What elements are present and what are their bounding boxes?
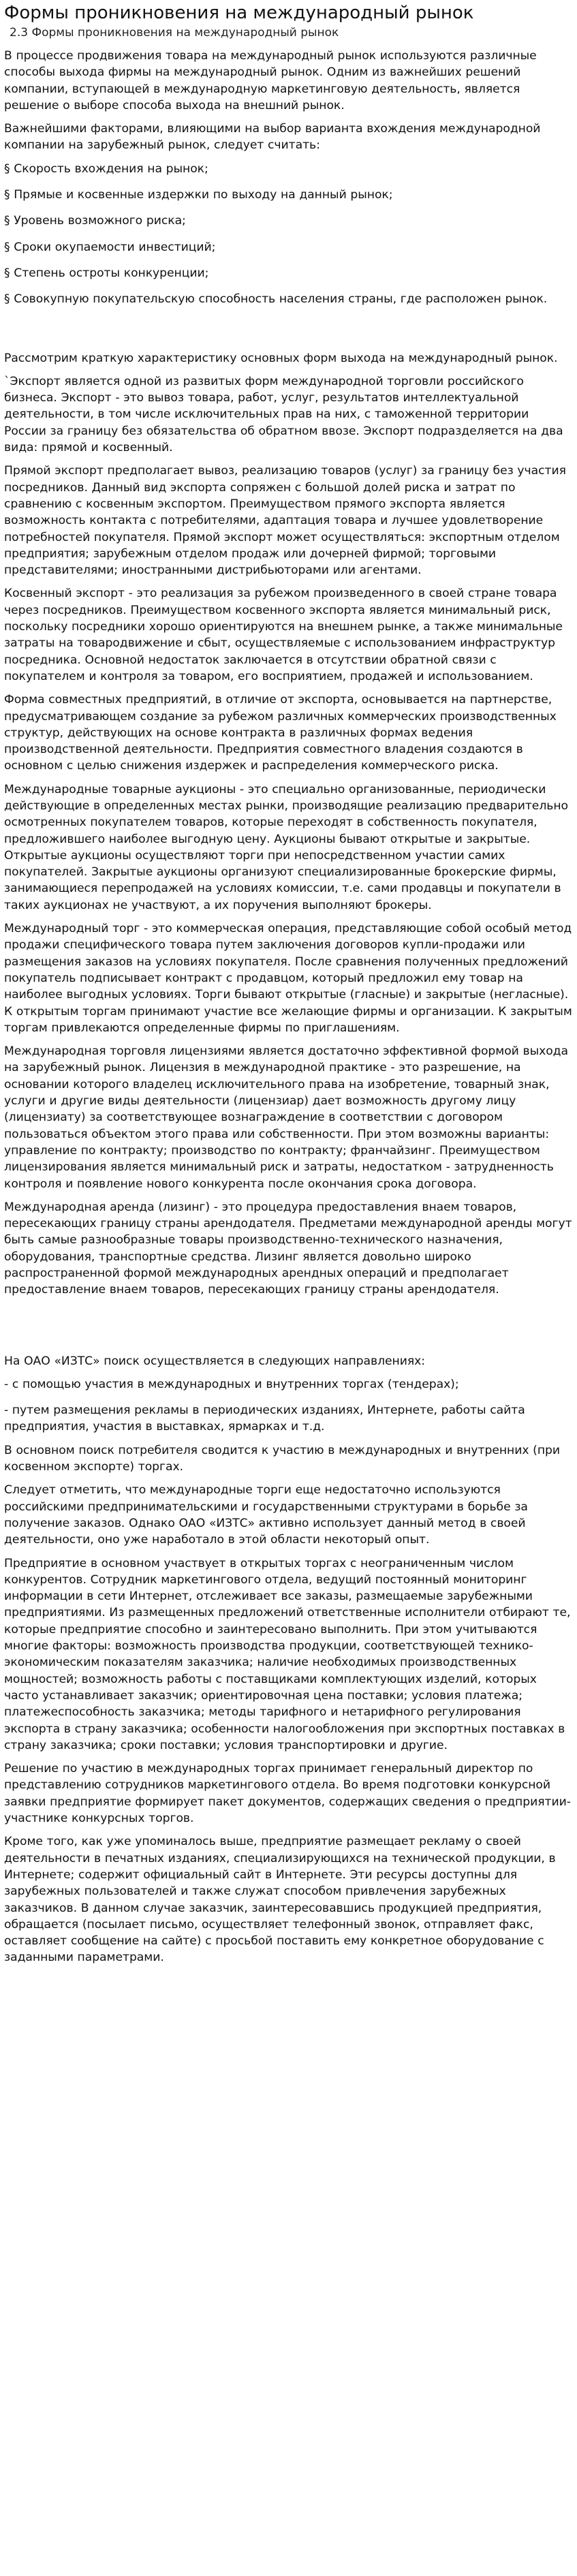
list-item-factor: § Скорость вхождения на рынок; <box>4 161 208 176</box>
paragraph-forms-lead: Рассмотрим краткую характеристику основных форм выхода на международный рынок. <box>4 351 558 365</box>
paragraph-intro: В процессе продвижения товара на международный рынок используются различные способы выхода фирмы на международный рынок. Одним из важнейших решений компании, вступающей в международную маркетинговую деятельность, является решение о выборе способа выхода на внешний рынок. <box>4 49 537 112</box>
paragraph-joint-ventures: Форма совместных предприятий, в отличие от экспорта, основывается на партнерстве, предусматривающем создание за рубежом различных коммерческих производственных структур, действующих на основе контракта в различных формах ведения производственной деятельности. Предприятия совместного владения создаются в основном с целью снижения издержек и распределения коммерческого риска. <box>4 693 557 773</box>
paragraph-tenders: Международный торг - это коммерческая операция, представляющие собой особый метод продажи специфического товара путем заключения договоров купли-продажи или размещения заказов на условиях покупателя. После сравнения полученных предложений покупатель подписывает контракт с продавцом, который предложил ему товар на наиболее выгодных условиях. Торги бывают открытые (гласные) и закрытые (негласные). К открытым торгам принимают участие все желающие фирмы и организации. К закрытым торгам привлекаются определенные фирмы по приглашениям. <box>4 922 572 1035</box>
paragraph-consumer-search: В основном поиск потребителя сводится к участию в международных и внутренних (при косвенном экспорте) торгах. <box>4 1443 560 1474</box>
paragraph-intl-tenders: Следует отметить, что международные торги еще недостаточно используются российскими предпринимательскими и государственными структурами в борьбе за получение заказов. Однако ОАО «ИЗТС» активно использует данный метод в своей деятельности, оно уже наработало в этой области некоторый опыт. <box>4 1483 528 1547</box>
list-item-direction: - с помощью участия в международных и внутренних торгах (тендерах); <box>4 1377 459 1391</box>
paragraph-export: `Экспорт является одной из развитых форм международной торговли российского бизнеса. Экспорт - это вывоз товара, работ, услуг, результатов интеллектуальной деятельности, в том числе исключительных прав на них, с таможенной территории России за границу без обязательства об обратном ввозе. Экспорт подразделяется на два вида: прямой и косвенный. <box>4 374 563 455</box>
paragraph-izts-search: На ОАО «ИЗТС» поиск осуществляется в следующих направлениях: <box>4 1354 426 1368</box>
section-subtitle: 2.3 Формы проникновения на международный рынок <box>10 26 339 40</box>
paragraph-factors-lead: Важнейшими факторами, влияющими на выбор варианта вхождения международной компании на зарубежный рынок, следует считать: <box>4 122 541 153</box>
list-item-factor: § Уровень возможного риска; <box>4 214 186 228</box>
paragraph-auctions: Международные товарные аукционы - это специально организованные, периодически действующие в определенных местах рынки, производящие реализацию предварительно осмотренных покупателем товаров, которые переходят в собственность покупателя, предложившего наиболее выгодную цену. Аукционы бывают открытые и закрытые. Открытые аукционы осуществляют торги при непосредственном участии самих покупателей. Закрытые аукционы организуют специализированные брокерские фирмы, занимающиеся перепродажей на условиях комиссии, т.е. сами продавцы и покупатели в таких аукционах не участвуют, а их поручения выполняют брокеры. <box>4 782 568 912</box>
paragraph-licensing: Международная торговля лицензиями является достаточно эффективной формой выхода на зарубежный рынок. Лицензия в международной практике - это разрешение, на основании которого владелец исключительного права на изобретение, товарный знак, услуги и другие виды деятельности (лицензиар) дает возможность другому лицу (лицензиату) за соответствующее вознаграждение в соответствии с договором пользоваться объектом этого права или собственности. При этом возможны варианты: управление по контракту; производство по контракту; франчайзинг. Преимуществом лицензирования является минимальный риск и затраты, недостатком - затрудненность контроля и появление нового конкурента после окончания срока договора. <box>4 1044 569 1191</box>
list-item-factor: § Степень остроты конкуренции; <box>4 266 209 280</box>
paragraph-open-tenders: Предприятие в основном участвует в открытых торгах с неограниченным числом конкурентов. Сотрудник маркетингового отдела, ведущий постоянный мониторинг информации в сети Интернет, отслеживает все заказы, размещаемые зарубежными предприятиями. Из размещенных предложений ответственные исполнители отбирают те, которые предприятие способно и заинтересовано выполнить. При этом учитываются многие факторы: возможность производства продукции, соответствующей технико-экономическим показателям заказчика; наличие необходимых производственных мощностей; возможность работы с поставщиками комплектующих изделий, которых часто устанавливает заказчик; ориентировочная цена поставки; условия платежа; платежеспособность заказчика; методы тарифного и нетарифного регулирования экспорта в страну заказчика; особенности налогообложения при экспортных поставках в страну заказчика; сроки поставки; условия транспортировки и другие. <box>4 1556 571 1752</box>
paragraph-direct-export: Прямой экспорт предполагает вывоз, реализацию товаров (услуг) за границу без участия посредников. Данный вид экспорта сопряжен с большой долей риска и затрат по сравнению с косвенным экспортом. Преимуществом прямого экспорта является возможность контакта с потребителями, адаптация товара и лучшее удовлетворение потребностей покупателя. Прямой экспорт может осуществляться: экспортным отделом предприятия; зарубежным отделом продаж или дочерней фирмой; торговыми представителями; иностранными дистрибьюторами или агентами. <box>4 464 566 578</box>
paragraph-advertising: Кроме того, как уже упоминалось выше, предприятие размещает рекламу о своей деятельности в печатных изданиях, специализирующихся на технической продукции, в Интернете; содержит официальный сайт в Интернете. Эти ресурсы доступны для зарубежных пользователей и также служат способом привлечения зарубежных заказчиков. В данном случае заказчик, заинтересовавшись продукцией предприятия, обращается (посылает письмо, осуществляет телефонный звонок, отправляет факс, оставляет сообщение на сайте) с просьбой поставить ему конкретное оборудование с заданными параметрами. <box>4 1835 556 1965</box>
list-item-factor: § Совокупную покупательскую способность населения страны, где расположен рынок. <box>4 292 548 307</box>
page-title: Формы проникновения на международный рынок <box>4 3 474 23</box>
list-item-direction: - путем размещения рекламы в периодических изданиях, Интернете, работы сайта предприятия, участия в выставках, ярмарках и т.д. <box>4 1403 525 1434</box>
paragraph-indirect-export: Косвенный экспорт - это реализация за рубежом произведенного в своей стране товара через посредников. Преимуществом косвенного экспорта является минимальный риск, поскольку посредники хорошо ориентируются на внешнем рынке, а также минимальные затраты на товародвижение и сбыт, осуществляемые с использованием инфраструктур посредника. Основной недостаток заключается в отсутствии обратной связи с покупателем и контроля за товаром, его восприятием, продажей и использованием. <box>4 587 563 683</box>
list-item-factor: § Прямые и косвенные издержки по выходу на данный рынок; <box>4 188 393 202</box>
list-item-factor: § Сроки окупаемости инвестиций; <box>4 240 216 254</box>
paragraph-leasing: Международная аренда (лизинг) - это процедура предоставления внаем товаров, пересекающих границу страны арендодателя. Предметами международной аренды могут быть самые разнообразные товары производственно-технического назначения, оборудования, транспортные средства. Лизинг является довольно широко распространенной формой международных арендных операций и предполагает предоставление внаем товаров, пересекающих границу страны арендодателя. <box>4 1200 572 1297</box>
document-body <box>4 48 573 1966</box>
paragraph-decision: Решение по участию в международных торгах принимает генеральный директор по представлению сотрудников маркетингового отдела. Во время подготовки конкурсной заявки предприятие формирует пакет документов, содержащих сведения о предприятии-участнике конкурсных торгов. <box>4 1762 571 1826</box>
